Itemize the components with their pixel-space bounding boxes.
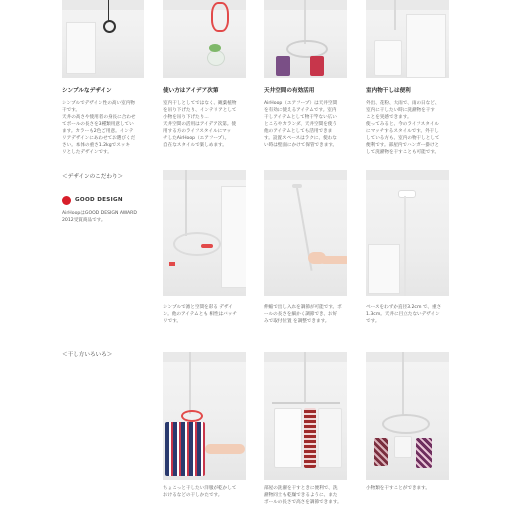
plant-pot (207, 50, 225, 66)
caption-design-detail: シンプルで凛と空間を彩る デザイ ン。他のアイテムとも 相性はバッチ リです。 (163, 305, 237, 324)
red-tag (169, 262, 175, 266)
text-indoor-drying: 外出、花粉、大雨で、雨の日など、 室内に干したい時に洗濯物を干す ことを実感できます。 使ってみると、今のライフスタイル にマッチするスタイルです。外干し している方も、室内の物干しとして 便利です。部屋内でハンガー掛けと して洗濯物を干すことも可能です。 (366, 101, 440, 155)
caption-laundry: 部屋の洗濯を干すときに便利で、洗 濯物同士も乾燥できるように、また ポールの長さで高さを調節できます。 (264, 486, 342, 505)
photo-small-items (366, 352, 449, 480)
caption-shirt-drying: ちょこっと干したい洋服が乾かして おけるなどの干しかたです。 (163, 486, 237, 498)
plant-leaves (209, 44, 221, 52)
text-ceiling-space: AirHoop（エアフープ）は天井空間 を有効に使えるアイテムです。室内 干しアイテムとして物干竿ない広い ところやカランダ、天井空間を使う 他のアイテムとしても活用できま す。設置スペースはラクに、使わな い時は壁面にかけて保管できます。 (264, 101, 338, 148)
text-idea: 室内干しとしてではなく、観葉植物 を吊り下げたり、インテリアとして 小物を吊り下げたり... 天井空間の活用はアイデア次第。使 用する方のライフスタイルにマッ チしたAirHoop（エアフープ）。 自在なスタイルで楽しめます。 (163, 101, 237, 148)
photo-shirt-drying (163, 352, 246, 480)
good-design-award-text: AirHoopはGOOD DESIGN AWARD 2012受賞商品です。 (62, 211, 137, 223)
good-design-logo-icon (62, 196, 71, 205)
photo-design-detail (163, 170, 246, 296)
shirt (165, 422, 205, 476)
photo-laundry (264, 352, 347, 480)
title-ceiling-space: 天井空間の有効活用 (264, 88, 315, 94)
caption-base: ベースをわずか直径3.2cm で、重さ 1.3cm。天井に目立たないデザイン です。 (366, 305, 442, 324)
hand (205, 444, 245, 454)
red-band (201, 244, 213, 248)
checked-shirt (304, 408, 316, 468)
title-idea: 使い方はアイデア次第 (163, 88, 219, 94)
section-heading-drying-styles: ＜干し方いろいろ＞ (62, 352, 113, 358)
photo-adjust-length (264, 170, 347, 296)
good-design-label: GOOD DESIGN (75, 197, 123, 203)
text-simple-design: シンプルでデザイン性の高い室内物 干です。 天井の高さや使用者の身長に合わせ てポールの長さを3種類用意してい ます。カラーも2色ご用意。インテ リアデザインにあわせてお選びくだ さい。本体の重さ1.2kgでスッキ リとしたデザインです。 (62, 101, 136, 155)
caption-small-items: 小物類を干すことができます。 (366, 486, 430, 491)
photo-idea (163, 0, 246, 78)
white-shirt (274, 408, 302, 468)
photo-base (366, 170, 449, 296)
ceiling-base (398, 190, 416, 198)
photo-indoor (366, 0, 449, 78)
section-heading-design: ＜デザインのこだわり＞ (62, 174, 124, 180)
title-indoor-drying: 室内物干しは便利 (366, 88, 411, 94)
photo-design (62, 0, 144, 78)
caption-adjust-length: 伸縮で出し入れを調節が可能です。ポ ールの長さを細かく調節でき、お好 みで取付位置 を調整できます。 (264, 305, 342, 324)
photo-space (264, 0, 347, 78)
title-simple-design: シンプルなデザイン (62, 88, 112, 94)
